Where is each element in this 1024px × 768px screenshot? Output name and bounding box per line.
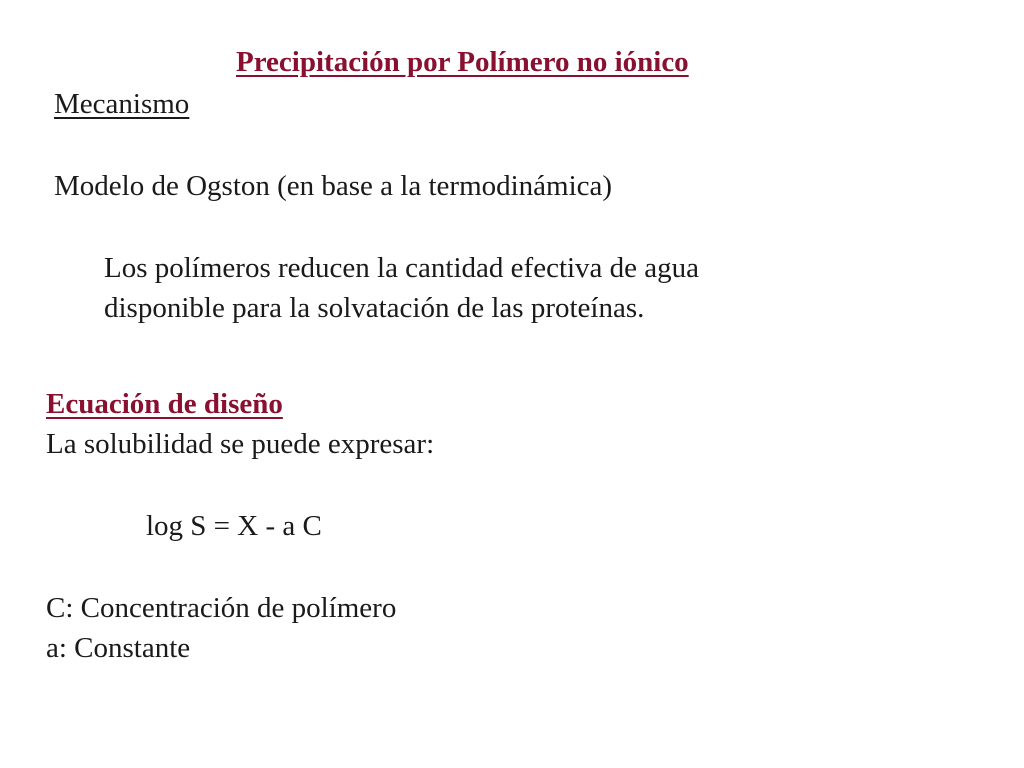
explanation-line-1: Los polímeros reducen la cantidad efectiva de agua [104,252,700,284]
explanation-line-2: disponible para la solvatación de las proteínas. [104,292,645,324]
definition-c: C: Concentración de polímero [46,592,397,624]
ogston-model-line: Modelo de Ogston (en base a la termodinámica) [54,170,613,202]
solubility-equation: log S = X - a C [146,510,322,542]
mechanism-heading: Mecanismo [54,88,190,120]
definition-a: a: Constante [46,632,191,664]
slide-title: Precipitación por Polímero no iónico [236,46,689,78]
solubility-intro: La solubilidad se puede expresar: [46,428,435,460]
design-equation-heading: Ecuación de diseño [46,388,283,420]
